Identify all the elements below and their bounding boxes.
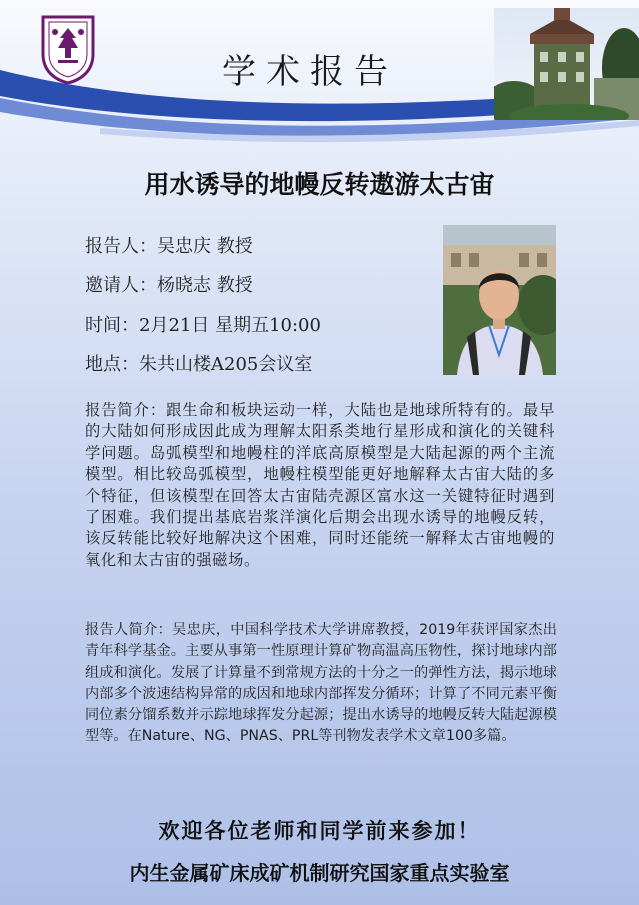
header-title: 学术报告 — [222, 52, 398, 92]
talk-title: 用水诱导的地幔反转遨游太古宙 — [144, 170, 495, 199]
speaker-line: 报告人：吴忠庆 教授 — [85, 236, 253, 257]
welcome-message: 欢迎各位老师和同学前来参加！ — [158, 818, 481, 843]
university-logo — [40, 14, 96, 84]
location-line: 地点：朱共山楼A205会议室 — [85, 354, 313, 375]
time-line: 时间：2月21日 星期五10:00 — [85, 315, 321, 336]
header-banner — [0, 0, 639, 150]
abstract-paragraph: 报告简介：跟生命和板块运动一样，大陆也是地球所特有的。最早的大陆如何形成因此成为理解太阳系类地行星形成和演化的关键科学问题。岛弧模型和地幔柱的洋底高原模型是大陆起源的两个主流模型。相比较岛弧模型，地幔柱模型能更好地解释太古宙大陆的多个特征，但该模型在回答太古宙陆壳源区富水这一关键特征时遇到了困难。我们提出基底岩浆洋演化后期会出现水诱导的地幔反转，该反转能比较好地解决这个困难，同时还能统一解释太古宙地幔的氧化和太古宙的强磁场。 — [85, 401, 555, 569]
speaker-bio-paragraph: 报告人简介：吴忠庆，中国科学技术大学讲席教授，2019年获评国家杰出青年科学基金。主要从事第一性原理计算矿物高温高压物性，探讨地球内部组成和演化。发展了计算量不到常规方法的十分之一的弹性方法，揭示地球内部多个波速结构异常的成因和地球内部挥发分循环；计算了不同元素平衡同位素分馏系数并示踪地球挥发分起源；提出水诱导的地幔反转大陆起源模型等。在Nature、NG、PNAS、PRL等刊物发表学术文章100多篇。 — [85, 622, 557, 745]
host-line: 邀请人：杨晓志 教授 — [85, 275, 253, 296]
organizer-name: 内生金属矿床成矿机制研究国家重点实验室 — [129, 861, 510, 885]
speaker-photo — [443, 225, 556, 375]
campus-building-image — [494, 8, 639, 120]
